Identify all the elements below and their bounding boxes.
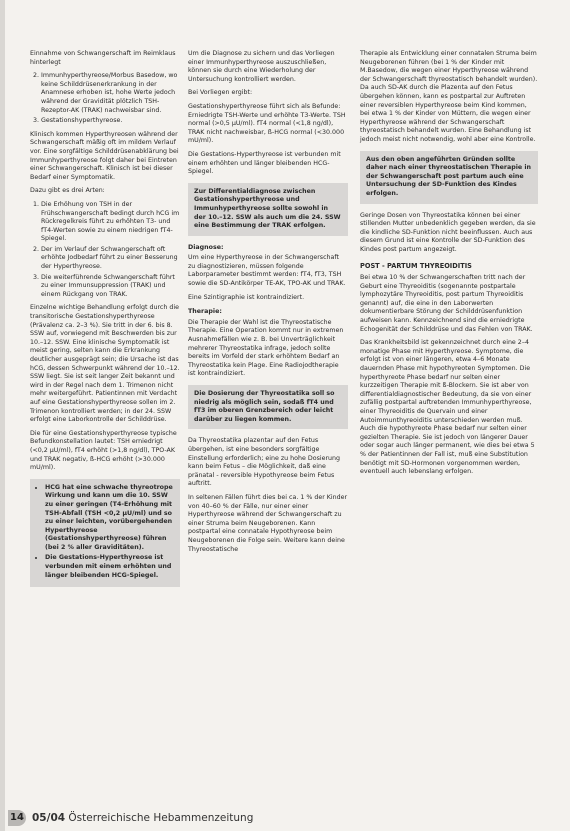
column-middle (188, 50, 348, 559)
paragraph: Die Therapie der Wahl ist die Thyreostatische Therapie. Eine Operation kommt nur in extremen Ausnahmefällen wie z. B. bei Unverträglichkeit mehrerer Thyreostatika infrage, jedoch sollte bereits im Vorfeld der stark erhöhtem Bedarf an Thyreostatika kein Plage. Eine Radiojodtherapie ist kontraindiziert. (188, 318, 344, 378)
paragraph: In seltenen Fällen führt dies bei ca. 1 % der Kinder von 40–60 % der Fälle, nur einer einer Hyperthyreose während der Schwangerschaft zu einer Struma beim Neugeborenen. Kann postpartal eine connatale Hypothyreose beim Neugeborenen die Folge sein. Weitere kann deine Thyreostatische (188, 493, 348, 553)
heading-diagnose: Diagnose: (188, 243, 224, 251)
paragraph: Die Gestations-Hyperthyreose ist verbunden mit einem erhöhten und länger bleibenden HCG-Spiegel. (188, 150, 341, 176)
box-item: • Die Gestations-Hyperthyreose ist verbunden mit einem erhöhten und länger bleibenden HCG-Spiegel. (45, 554, 174, 580)
paragraph: Geringe Dosen von Thyreostatika können bei einer stillenden Mutter unbedenklich gegeben werden, da sie die kindliche SD-Funktion nicht beeinflussen. Auch aus diesem Grund ist eine Kontrolle der SD-Funktion des Kindes post partum angezeigt. (360, 211, 536, 253)
list-item: 2. Der im Verlauf der Schwangerschaft oft erhöhte Jodbedarf führt zu einer Besserung der Hyperthyreose. (41, 246, 180, 272)
highlight-box: Die Dosierung der Thyreostatika soll so niedrig als möglich sein, sodaß fT4 und fT3 im oberen Grenzbereich oder leicht darüber zu liegen kommen. (188, 385, 348, 429)
list-item: 1. Die Erhöhung von TSH in der Frühschwangerschaft bedingt durch hCG im Rückregelkreis führt zu erhöhten T3- und fT4-Werten sowie zu einem niedrigen fT4-Spiegel. (41, 201, 180, 244)
left-margin-bar (0, 0, 5, 831)
paragraph: Eine Szintigraphie ist kontraindiziert. (188, 293, 305, 301)
paragraph: Einzelne wichtige Behandlung erfolgt durch die transitorische Gestationshyperthyreose (Prävalenz ca. 2–3 %). Sie tritt in der 6. bis 8. SSW auf, vorwiegend mit Beschwerden bis zur 10.–12. SSW. Eine klinische Symptomatik ist meist gering, selten kann die Erkrankung deutlicher ausgeprägt sein; die Ursache ist das hCG, dessen Schwerpunkt während der 10.–12. SSW liegt. Sie ist seit langer Zeit bekannt und wird in der Regel nach dem 1. Trimenon nicht mehr weitergeführt. Patientinnen mit Verdacht auf eine Gestationshyperthyreose sollen im 2. Trimenon kontrolliert werden; in der 24. SSW erfolgt eine Laborkontrolle der Schilddrüse. (30, 304, 180, 424)
box-item: • HCG hat eine schwache thyreotrope Wirkung und kann um die 10. SSW zu einer geringen (T4-Erhöhung mit TSH-Abfall (TSH <0,2 µU/ml) und so zu einer leichten, vorübergehenden Hyperthyreose (Gestationshyperthyreose) führen (bei 2 % aller Graviditäten). (45, 484, 174, 553)
list-item: 3. Die weiterführende Schwangerschaft führt zu einer Immunsuppression (TRAK) und einem Rückgang von TRAK. (41, 274, 180, 300)
paragraph: Therapie als Entwicklung einer connatalen Struma beim Neugeborenen führen (bei 1 % der Kinder mit M.Basedow, die wegen einer Hyperthyreose während der Schwangerschaft thyreostatisch behandelt wurden). Da auch SD-AK durch die Plazenta auf den Fetus übergehen können, kann es postpartal zur Auftreten einer reversiblen Hyperthyreose beim Kind kommen, bei etwa 1 % der Kinder von Müttern, die wegen einer Hyperthyreose während der Schwangerschaft thyreostatisch behandelt wurden. Eine Behandlung ist jedoch meist nicht notwendig, wohl aber eine Kontrolle. (360, 50, 538, 143)
paragraph: Da Thyreostatika plazentar auf den Fetus übergehen, ist eine besonders sorgfältige Einstellung erforderlich; eine zu hohe Dosierung kann beim Fetus – die Möglichkeit, daß eine pränatal - reversible Hypothyreose beim Fetus auftritt. (188, 437, 341, 488)
section-heading: POST - PARTUM THYREOIDITIS (360, 262, 472, 271)
paragraph: Um die Diagnose zu sichern und das Vorliegen einer Immunhyperthyreose auszuschließen, können sie durch eine Wiederholung der Untersuchung kontrolliert werden. (188, 50, 335, 83)
heading-therapie: Therapie: (188, 308, 222, 316)
paragraph: Bei etwa 10 % der Schwangerschaften tritt nach der Geburt eine Thyreoiditis (sogenannte postpartale lymphozytäre Thyreoiditis, post partum Thyreoiditis genannt) auf, die eine in den Laborwerten dokumentierbare Störung der Schilddrüsenfunktion aufweisen kann. Kennzeichnend sind die erniedrigte Echogenität der Schilddrüse und das Fehlen von TRAK. (360, 274, 533, 333)
column-left (30, 50, 180, 595)
paragraph: Dazu gibt es drei Arten: (30, 187, 105, 195)
list-intro-tail: Einnahme von Schwangerschaft im Reimklaus hinterlegt (30, 50, 176, 66)
mechanism-list (30, 201, 180, 300)
page-footer (0, 808, 570, 828)
highlight-box (30, 479, 180, 588)
subheading: Bei Vorliegen ergibt: (188, 89, 253, 97)
issue-number: 05/04 (32, 812, 66, 824)
list-item: 3. Gestationshyperthyreose. (41, 117, 180, 126)
paragraph: Die für eine Gestationshyperthyreose typische Befundkonstellation lautet: TSH erniedrigt (<0,2 µU/ml), fT4 erhöht (>1,8 ng/dl), TPO-AK und TRAK negativ, ß-HCG erhöht (>30.000 mU/ml). (30, 429, 177, 472)
page-number: 14 (8, 810, 26, 826)
journal-title: Österreichische Hebammenzeitung (68, 812, 254, 824)
highlight-box: Aus den oben angeführten Gründen sollte daher nach einer thyreostatischen Therapie in der Schwangerschaft post partum auch eine Untersuchung der SD-Funktion des Kindes erfolgen. (360, 151, 538, 204)
issue-line (32, 812, 253, 824)
paragraph: Klinisch kommen Hyperthyreosen während der Schwangerschaft mäßig oft im mildem Verlauf vor. Eine sorgfältige Schilddrüsenabklärung bei Immunhyperthyreose folgt daher bei Eintreten einer Schwangerschaft. Klinisch ist bei dieser Bedarf einer Symptomatik. (30, 130, 179, 181)
highlight-box: Zur Differentialdiagnose zwischen Gestationshyperthyreose und Immunhyperthyreose sollte sowohl in der 10.–12. SSW als auch um die 24. SSW eine Bestimmung der TRAK erfolgen. (188, 183, 348, 236)
list-item: 2. Immunhyperthyreose/Morbus Basedow, wo keine Schilddrüsenerkrankung in der Anamnese erhoben ist, hohe Werte jedoch während der Gravidität plötzlich TSH-Rezeptor-AK (TRAK) nachweisbar sind. (41, 72, 180, 115)
paragraph: Das Krankheitsbild ist gekennzeichnet durch eine 2–4 monatige Phase mit Hyperthyreose. Symptome, die erfolgt ist von einer längeren, etwa 4–6 Monate dauernden Phase mit hypothyreoten Symptomen. Die hyperthyreote Phase bedarf nur selten einer kurzzeitigen Therapie mit ß-Blockern. Sie ist aber von differentialdiagnostischer Bedeutung, da sie von einer zufällig postpartal auftretenden Immunhyperthyreose, einer Thyreoiditis de Quervain und einer Autoimmunthyreoiditis unterschieden werden muß. Auch die hypothyreote Phase bedarf nur selten einer gezielten Therapie. Sie ist jedoch von längerer Dauer oder sogar auch länger permanent, wie dies bei etwa 5 % der Patientinnen der Fall ist, muß eine Substitution benötigt mit SD-Hormonen vorgenommen werden, eventuell auch lebenslang erfolgen. (360, 339, 535, 476)
cause-list (30, 72, 180, 126)
paragraph: Um eine Hyperthyreose in der Schwangerschaft zu diagnostizieren, müssen folgende Laborparameter bestimmt werden: fT4, fT3, TSH sowie die SD-Antikörper TE-AK, TPO-AK und TRAK. (188, 254, 346, 288)
column-right (360, 50, 538, 482)
paragraph: Gestationshyperthyreose führt sich als Befunde: Erniedrigte TSH-Werte und erhöhte T3-Werte. TSH normal (>0,5 µU/ml). fT4 normal (<1,8 ng/dl), TRAK nicht nachweisbar, ß-HCG normal (<30.000 mU/ml). (188, 102, 346, 145)
